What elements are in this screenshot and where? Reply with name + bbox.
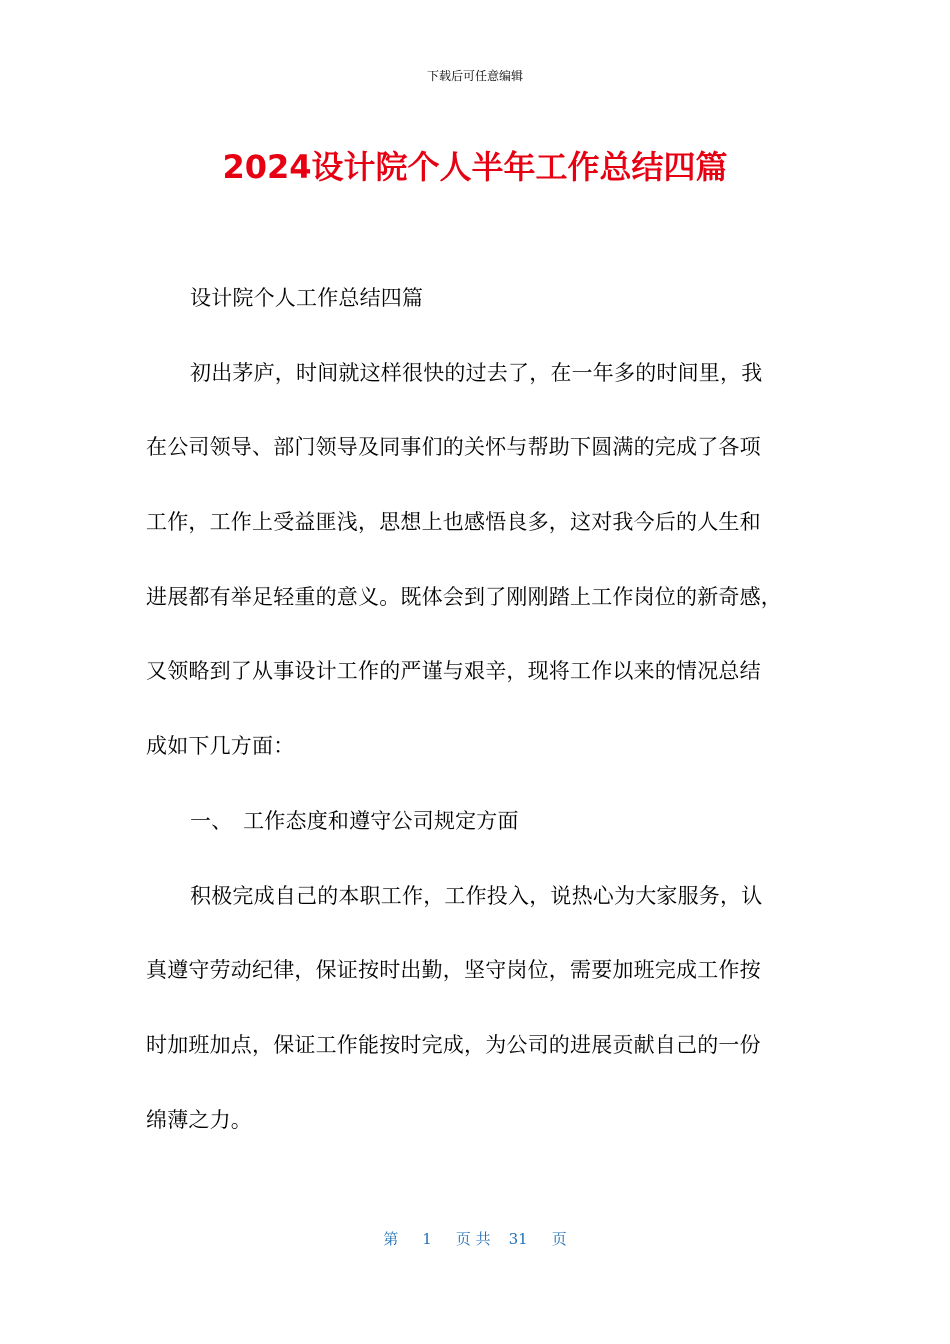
document-title: 2024设计院个人半年工作总结四篇 [222,148,728,186]
header-note: 下载后可任意编辑 [426,69,523,83]
footer-prefix: 第 [383,1230,399,1248]
footer-suffix: 页 [551,1230,567,1248]
paragraph-line: 成如下几方面： [146,734,295,759]
paragraph-line: 进展都有举足轻重的意义。既体会到了刚刚踏上工作岗位的新奇感， [146,584,782,609]
footer-middle: 页 共 [455,1230,491,1248]
current-page-number: 1 [422,1230,432,1248]
paragraph-line: 积极完成自己的本职工作，工作投入，说热心为大家服务，认 [190,883,763,908]
paragraph-line: 又领略到了从事设计工作的严谨与艰辛，现将工作以来的情况总结 [146,659,761,684]
paragraph-line: 绵薄之力。 [146,1107,252,1132]
paragraph-line: 时加班加点，保证工作能按时完成，为公司的进展贡献自己的一份 [146,1032,761,1057]
paragraph-line: 初出茅庐，时间就这样很快的过去了，在一年多的时间里，我 [190,360,763,385]
total-pages-number: 31 [508,1230,528,1248]
paragraph-line: 在公司领导、部门领导及同事们的关怀与帮助下圆满的完成了各项 [146,435,761,460]
paragraph-line: 工作，工作上受益匪浅，思想上也感悟良多，这对我今后的人生和 [146,510,761,535]
paragraph-line: 真遵守劳动纪律，保证按时出勤，坚守岗位，需要加班完成工作按 [146,958,761,983]
section-heading: 一、 工作态度和遵守公司规定方面 [190,808,519,833]
document-body [146,278,806,1174]
page-footer [0,1228,950,1250]
paragraph-subtitle: 设计院个人工作总结四篇 [190,286,424,310]
